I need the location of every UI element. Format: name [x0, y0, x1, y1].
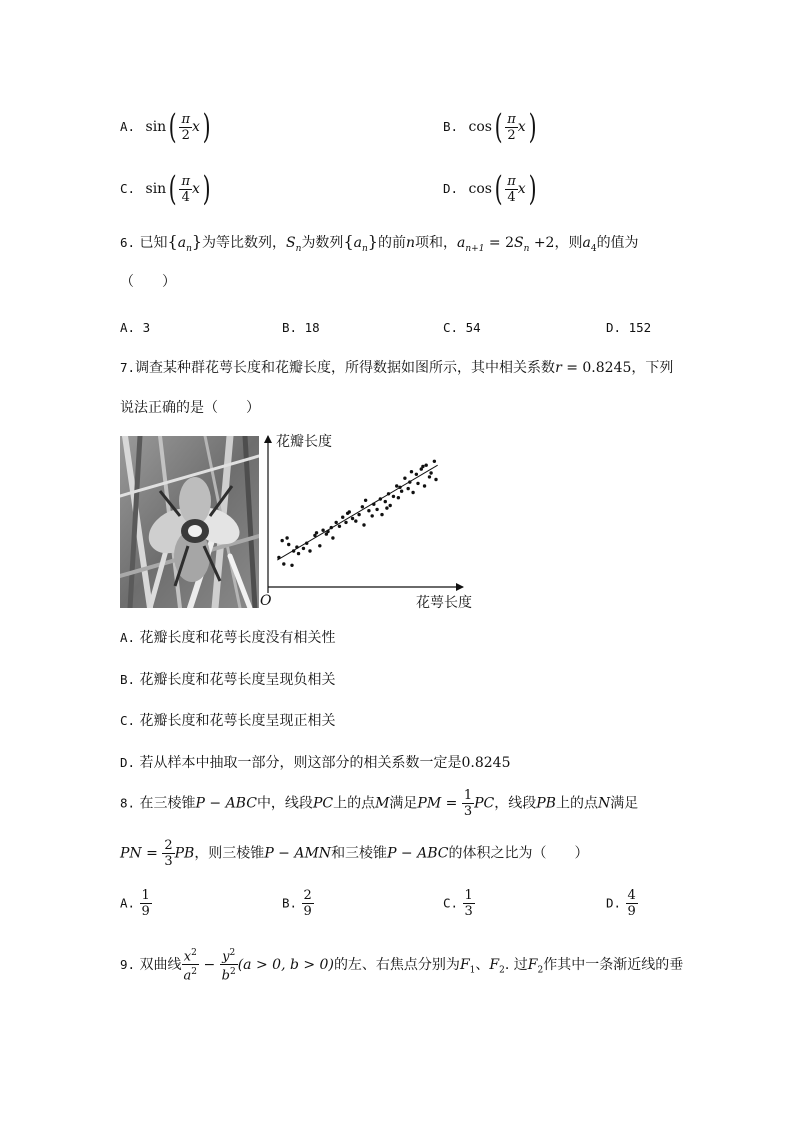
q6-stem: 6. 已知$\{a_n\}$为等比数列，$S_n$为数列$\{a_n\}$的前n项和，$a_{n+1} = 2S_n +2$，则$a_4$的值为: [120, 232, 639, 254]
data-point: [357, 513, 360, 516]
data-point: [429, 471, 432, 474]
data-point: [321, 529, 324, 532]
data-point: [388, 504, 391, 507]
data-point: [318, 544, 321, 547]
data-point: [384, 500, 387, 503]
data-point: [361, 505, 364, 508]
data-points: [277, 460, 437, 567]
data-point: [302, 547, 305, 550]
data-point: [433, 460, 436, 463]
data-point: [385, 506, 388, 509]
data-point: [351, 517, 354, 520]
data-point: [398, 486, 401, 489]
q8-option-a: A. $\frac{1}{9}$: [120, 888, 150, 919]
data-point: [344, 521, 347, 524]
data-point: [408, 480, 411, 483]
data-point: [380, 513, 383, 516]
q6-option-a: A. 3: [120, 320, 151, 335]
q8-option-d: D. $\frac{4}{9}$: [606, 888, 636, 919]
data-point: [379, 497, 382, 500]
data-point: [330, 526, 333, 529]
data-point: [331, 536, 334, 539]
q6-blank: （ ）: [120, 274, 176, 290]
q7-option-b: B. 花瓣长度和花萼长度呈现负相关: [120, 672, 336, 688]
scatter-chart: [258, 428, 480, 614]
data-point: [416, 482, 419, 485]
q7-stem-line2: 说法正确的是（ ）: [120, 400, 260, 416]
iris-flower-image: [120, 436, 259, 608]
data-point: [295, 545, 298, 548]
data-point: [428, 475, 431, 478]
data-point: [308, 549, 311, 552]
origin-label: O: [260, 593, 272, 609]
q8-option-c: C. $\frac{1}{3}$: [443, 888, 473, 919]
data-point: [305, 542, 308, 545]
q8-option-b: B. $\frac{2}{9}$: [282, 888, 312, 919]
data-point: [387, 492, 390, 495]
data-point: [287, 543, 290, 546]
data-point: [297, 552, 300, 555]
fraction: $\frac{2}{3}$: [164, 838, 173, 869]
fraction: $\frac{x^2}{a^2}$: [183, 948, 198, 984]
q8-stem-line1: 8. 在三棱锥P − ABC中，线段PC上的点M满足PM = $\frac{1}{3}$ PC，线段PB上的点N满足: [120, 788, 639, 819]
data-point: [290, 564, 293, 567]
data-point: [367, 509, 370, 512]
fraction: $\frac{1}{3}$: [463, 788, 473, 819]
data-point: [346, 512, 349, 515]
data-point: [364, 499, 367, 502]
fraction: $\frac{y^2}{b^2}$: [221, 948, 236, 984]
x-axis-label: 花萼长度: [416, 595, 472, 611]
q7-stem-line1: 7.调查某种群花萼长度和花瓣长度，所得数据如图所示，其中相关系数r = 0.8245，下列: [120, 360, 674, 376]
q5-option-b: B. cos( $\frac{\pi}{2}$ x): [443, 107, 537, 147]
trend-line: [277, 465, 437, 560]
fraction: $\frac{\pi}{4}$: [507, 173, 516, 205]
q6-option-c: C. 54: [443, 320, 481, 335]
data-point: [400, 490, 403, 493]
data-point: [410, 470, 413, 473]
data-point: [315, 531, 318, 534]
data-point: [372, 503, 375, 506]
data-point: [326, 530, 329, 533]
q5-option-c: C. sin( $\frac{\pi}{4}$ x): [120, 169, 211, 209]
data-point: [403, 477, 406, 480]
data-point: [375, 508, 378, 511]
q7-option-c: C. 花瓣长度和花萼长度呈现正相关: [120, 713, 336, 729]
data-point: [397, 496, 400, 499]
flower-photo: [120, 436, 259, 608]
q6-option-d: D. 152: [606, 320, 652, 335]
q5-option-a: A. sin( $\frac{\pi}{2}$ x): [120, 107, 211, 147]
y-axis-label: 花瓣长度: [276, 434, 332, 450]
data-point: [277, 556, 280, 559]
data-point: [280, 539, 283, 542]
data-point: [338, 525, 341, 528]
data-point: [370, 514, 373, 517]
data-point: [423, 484, 426, 487]
data-point: [424, 464, 427, 467]
fraction: $\frac{\pi}{2}$: [507, 111, 516, 143]
data-point: [285, 536, 288, 539]
data-point: [392, 495, 395, 498]
data-point: [415, 473, 418, 476]
data-point: [334, 521, 337, 524]
data-point: [411, 491, 414, 494]
q7-option-d: D. 若从样本中抽取一部分，则这部分的相关系数一定是0.8245: [120, 755, 511, 771]
q8-stem-line2: PN = $\frac{2}{3}$ PB，则三棱锥P − AMN和三棱锥P − ABC的体积之比为（ ）: [120, 838, 589, 869]
data-point: [362, 523, 365, 526]
data-point: [292, 549, 295, 552]
data-point: [406, 487, 409, 490]
q5-option-d: D. cos( $\frac{\pi}{4}$ x): [443, 169, 537, 209]
data-point: [421, 465, 424, 468]
data-point: [354, 519, 357, 522]
q7-option-a: A. 花瓣长度和花萼长度没有相关性: [120, 630, 336, 646]
data-point: [395, 484, 398, 487]
data-point: [341, 516, 344, 519]
data-point: [434, 478, 437, 481]
fraction: $\frac{\pi}{4}$: [181, 173, 191, 205]
q6-option-b: B. 18: [282, 320, 320, 335]
data-point: [282, 562, 285, 565]
fraction: $\frac{\pi}{2}$: [181, 111, 191, 143]
q9-stem: 9. 双曲线 $\frac{x^2}{a^2}$ − $\frac{y^2}{b^2}$ (a > 0, b > 0)的左、右焦点分别为$F_1$、$F_2$. 过$F_2$作其中一条渐近线的垂: [120, 948, 684, 984]
